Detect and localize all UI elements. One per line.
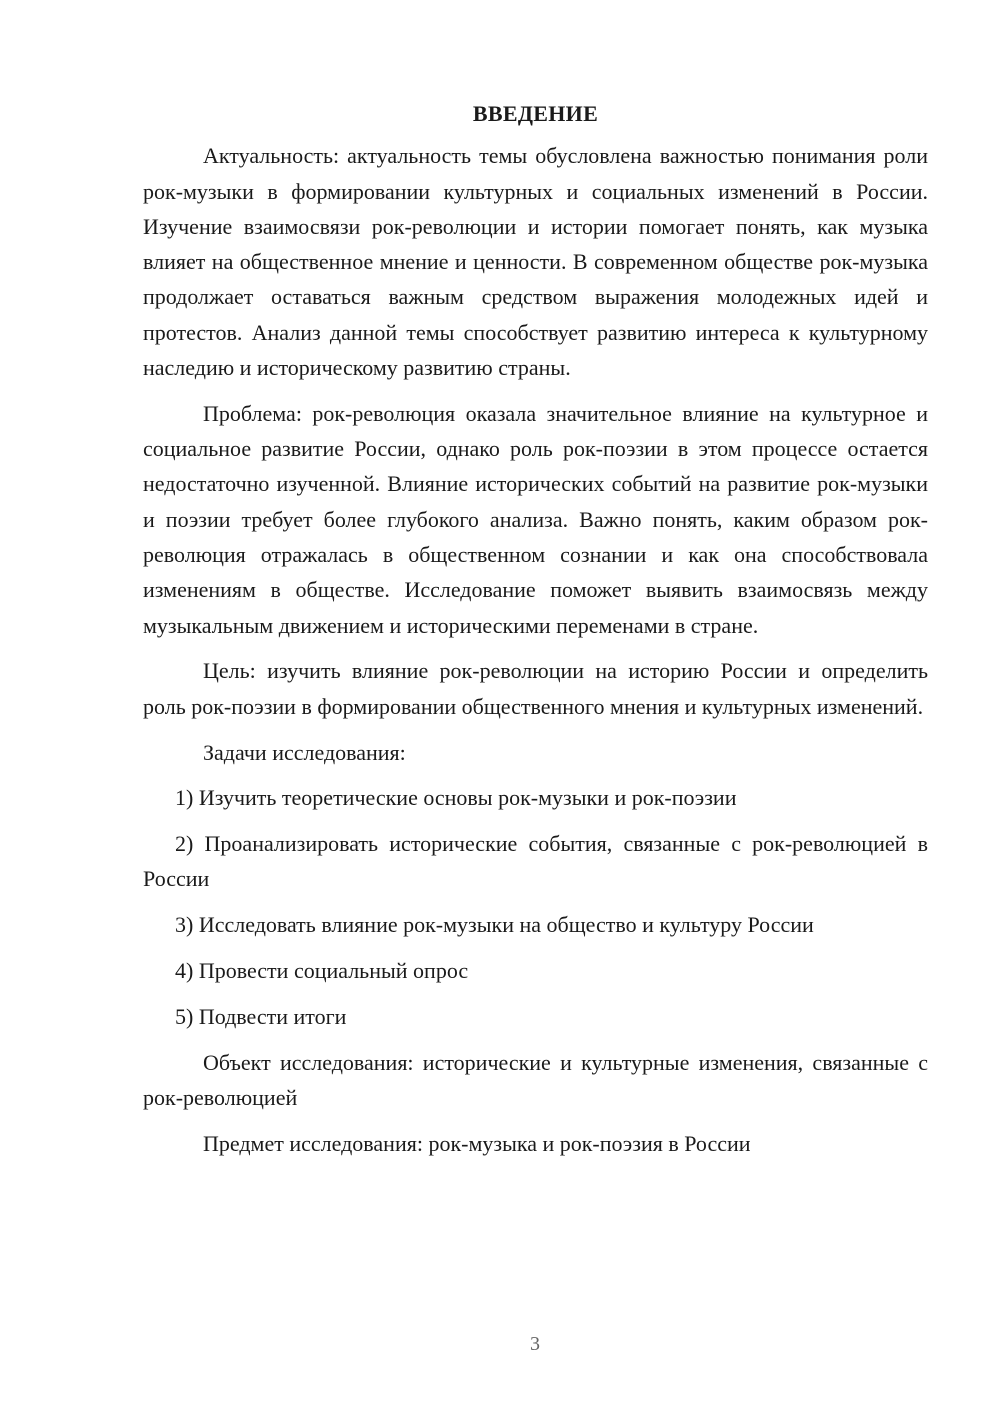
- tasks-list: [143, 780, 928, 1034]
- task-item: 3) Исследовать влияние рок-музыки на общество и культуру России: [175, 912, 814, 938]
- task-item: 4) Провести социальный опрос: [175, 958, 469, 984]
- section-heading: ВВЕДЕНИЕ: [472, 101, 599, 126]
- task-item: 1) Изучить теоретические основы рок-музыки и рок-поэзии: [175, 785, 737, 811]
- relevance-paragraph: Актуальность: актуальность темы обусловлена важностью понимания роли рок-музыки в формировании культурных и социальных изменений в России. Изучение взаимосвязи рок-революции и истории помогает понять, как музыка влияет на общественное мнение и ценности. В современном обществе рок-музыка продолжает оставаться важным средством выражения молодежных идей и протестов. Анализ данной темы способствует развитию интереса к культурному наследию и историческому развитию страны.: [143, 143, 928, 381]
- document-page: [143, 96, 928, 1172]
- task-item: 5) Подвести итоги: [175, 1003, 347, 1029]
- subject-paragraph: Предмет исследования: рок-музыка и рок-поэзия в России: [203, 1130, 751, 1156]
- tasks-title: Задачи исследования:: [203, 739, 406, 765]
- object-paragraph: Объект исследования: исторические и культурные изменения, связанные с рок-революцией: [143, 1049, 928, 1110]
- task-item: 2) Проанализировать исторические события, связанные с рок-революцией в России: [143, 831, 928, 892]
- page-number: 3: [530, 1333, 540, 1355]
- problem-paragraph: Проблема: рок-революция оказала значительное влияние на культурное и социальное развитие России, однако роль рок-поэзии в этом процессе остается недостаточно изученной. Влияние исторических событий на развитие рок-музыки и поэзии требует более глубокого анализа. Важно понять, каким образом рок-революция отражалась в общественном сознании и как она способствовала изменениям в обществе. Исследование поможет выявить взаимосвязь между музыкальным движением и историческими переменами в стране.: [143, 400, 928, 638]
- goal-paragraph: Цель: изучить влияние рок-революции на историю России и определить роль рок-поэзии в формировании общественного мнения и культурных изменений.: [143, 658, 928, 719]
